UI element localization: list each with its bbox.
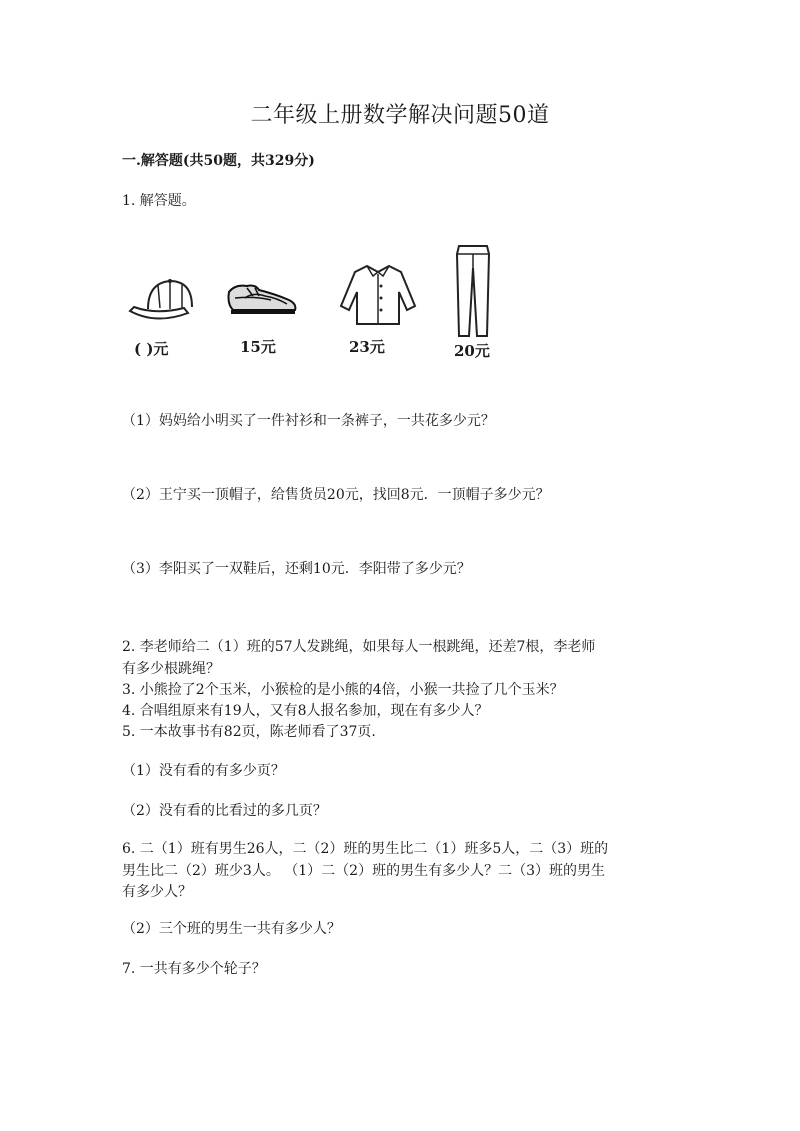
question-4: 4. 合唱组原来有19人，又有8人报名参加，现在有多少人？ bbox=[122, 703, 489, 719]
question-1-sub-3: （3）李阳买了一双鞋后，还剩10元．李阳带了多少元？ bbox=[122, 561, 471, 577]
question-2-line-1: 2. 李老师给二（1）班的57人发跳绳，如果每人一根跳绳，还差7根，李老师 bbox=[122, 639, 596, 655]
shoes-image bbox=[225, 278, 303, 318]
pants-image bbox=[451, 244, 493, 338]
shoes-price: 15元 bbox=[240, 338, 276, 356]
question-6-sub-2: （2）三个班的男生一共有多少人？ bbox=[122, 921, 341, 937]
question-6-line-3: 有多少人？ bbox=[122, 884, 192, 900]
question-5-sub-1: （1）没有看的有多少页？ bbox=[122, 763, 285, 779]
hat-price: ( )元 bbox=[134, 340, 169, 358]
hat-image bbox=[126, 275, 198, 327]
question-1-sub-2: （2）王宁买一顶帽子，给售货员20元，找回8元．一顶帽子多少元？ bbox=[122, 487, 550, 503]
question-1-sub-1: （1）妈妈给小明买了一件衬衫和一条裤子，一共花多少元？ bbox=[122, 413, 495, 429]
question-5-sub-2: （2）没有看的比看过的多几页？ bbox=[122, 803, 327, 819]
shirt-price: 23元 bbox=[349, 338, 385, 356]
question-3: 3. 小熊捡了2个玉米，小猴检的是小熊的4倍，小猴一共捡了几个玉米？ bbox=[122, 682, 564, 698]
question-1-stem: 1. 解答题。 bbox=[122, 193, 196, 209]
shirt-image bbox=[337, 262, 419, 328]
page-title: 二年级上册数学解决问题50道 bbox=[250, 103, 550, 128]
question-6-line-2: 男生比二（2）班少3人。 （1）二（2）班的男生有多少人？二（3）班的男生 bbox=[122, 863, 605, 879]
question-5-stem: 5. 一本故事书有82页，陈老师看了37页. bbox=[122, 724, 376, 740]
question-6-line-1: 6. 二（1）班有男生26人，二（2）班的男生比二（1）班多5人，二（3）班的 bbox=[122, 841, 609, 857]
section-heading: 一.解答题(共50题，共329分) bbox=[122, 153, 315, 169]
pants-price: 20元 bbox=[454, 342, 490, 360]
question-7: 7. 一共有多少个轮子？ bbox=[122, 961, 266, 977]
question-2-line-2: 有多少根跳绳？ bbox=[122, 661, 220, 677]
